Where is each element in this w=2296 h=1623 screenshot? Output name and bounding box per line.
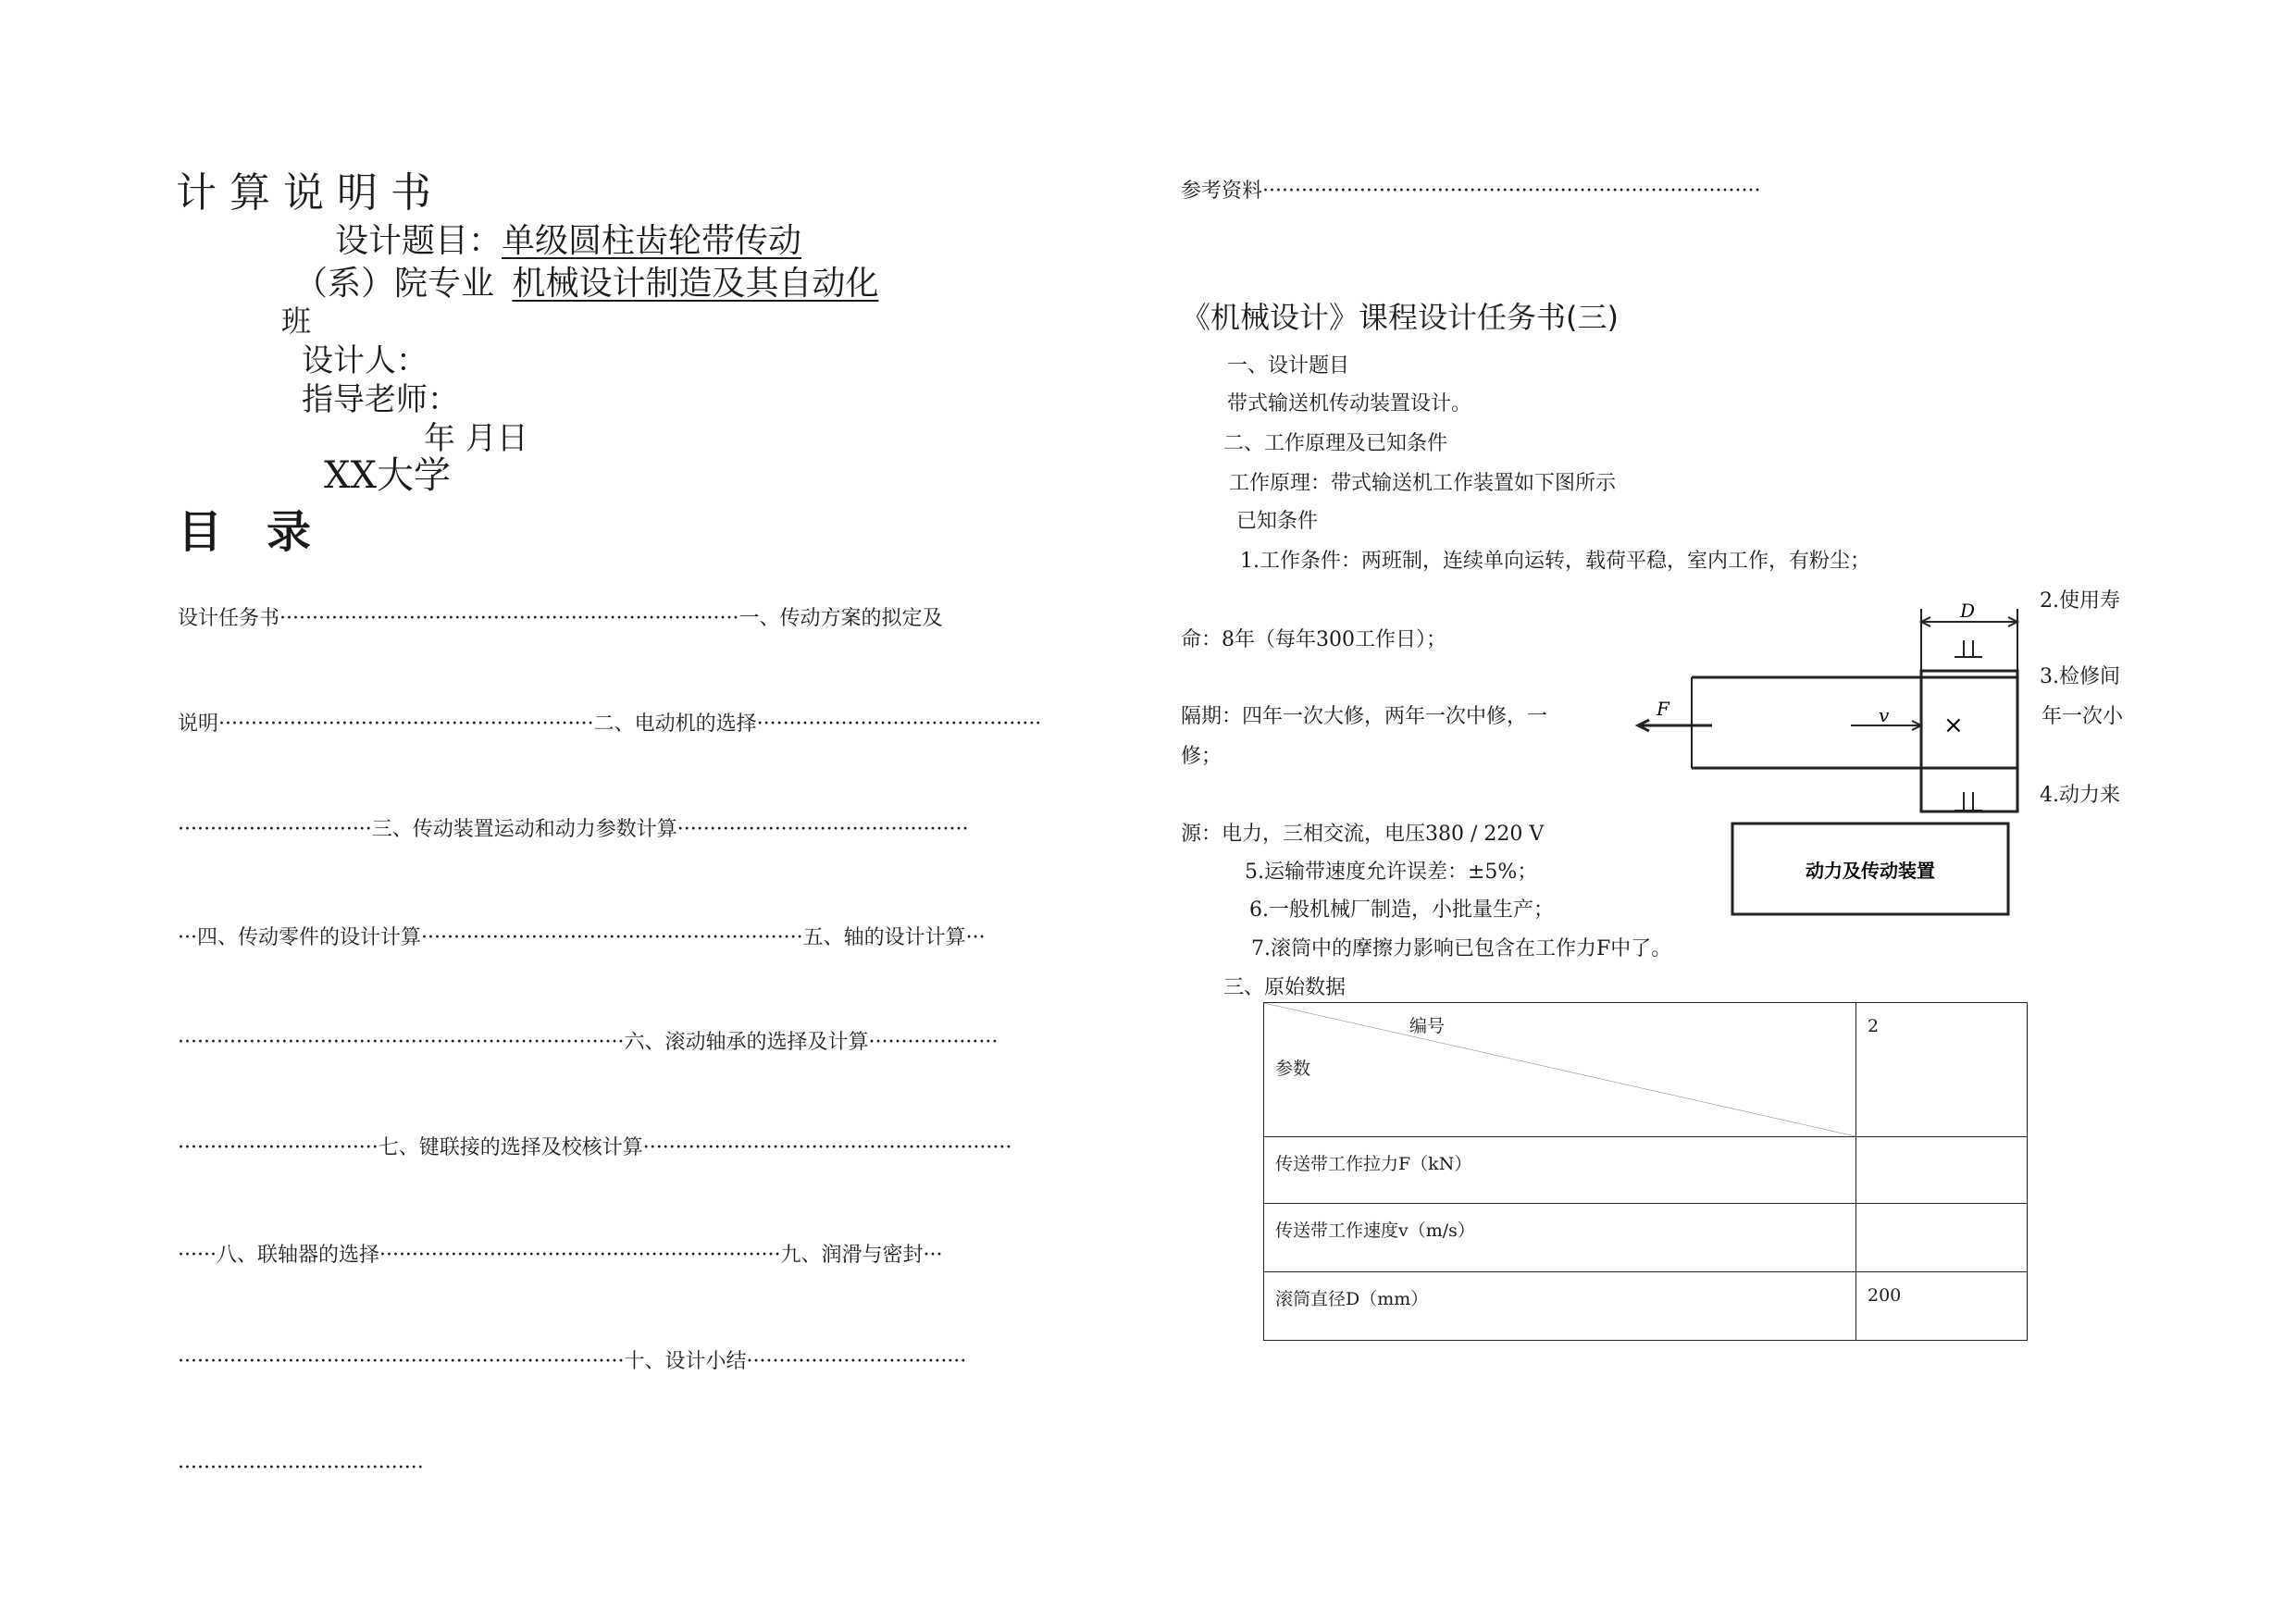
principle-text: 工作原理：带式输送机工作装置如下图所示	[1229, 472, 1617, 495]
dept-label: （系）院专业	[294, 265, 495, 303]
power-box-label: 动力及传动装置	[1806, 860, 1935, 882]
diagonal-line	[1264, 1003, 1855, 1136]
designer-label: 设计人：	[302, 342, 428, 379]
toc-line-2: 说明··························································二、电动机的选择············································	[178, 712, 1042, 736]
row-label: 滚筒直径D（mm）	[1264, 1272, 1856, 1341]
table-row	[1264, 1204, 2028, 1272]
toc-line-8: ·····································································十、设计小结··································	[178, 1350, 967, 1373]
header-param-label: 参数	[1275, 1059, 1311, 1079]
drum	[1921, 671, 2017, 812]
toc-line-7: ······八、联轴器的选择······························································九、润滑与密封···	[178, 1244, 943, 1267]
label-F: F	[1657, 698, 1669, 720]
condition-6: 6.一般机械厂制造，小批量生产；	[1249, 898, 1554, 922]
university-name: XX大学	[324, 454, 451, 497]
condition-3d: 修；	[1181, 745, 1222, 768]
toc-line-9: ······································	[178, 1456, 424, 1480]
label-v: v	[1879, 704, 1890, 726]
condition-4b: 源：电力，三相交流，电压380 / 220 V	[1181, 823, 1545, 846]
condition-1: 1.工作条件：两班制，连续单向运转，载荷平稳，室内工作，有粉尘；	[1240, 550, 1870, 573]
row-value	[1856, 1204, 2028, 1272]
condition-5: 5.运输带速度允许误差：±5%；	[1245, 861, 1538, 884]
table-header-diagonal-cell	[1264, 1003, 1856, 1137]
toc-line-1: 设计任务书·······································································一、传动方案的拟定及	[178, 607, 943, 630]
original-data-table	[1263, 1002, 2028, 1341]
condition-4a: 4.动力来	[2040, 784, 2120, 807]
toc-line-3: ······························三、传动装置运动和动力参数计算·············································	[178, 818, 969, 841]
table-row	[1264, 1137, 2028, 1204]
condition-7: 7.滚筒中的摩擦力影响已包含在工作力F中了。	[1251, 937, 1672, 960]
known-conditions-label: 已知条件	[1236, 510, 1319, 533]
row-value: 200	[1856, 1272, 2028, 1341]
topic-value: 单级圆柱齿轮带传动	[502, 222, 802, 260]
condition-3c: 隔期：四年一次大修，两年一次中修，一	[1181, 705, 1548, 728]
condition-3b: 年一次小	[2042, 705, 2124, 728]
section2-heading: 二、工作原理及已知条件	[1223, 432, 1448, 455]
toc-line-4: ···四、传动零件的设计计算···························································五、轴的设计计算···	[178, 926, 986, 949]
condition-2a: 2.使用寿	[2040, 589, 2120, 613]
header-value-cell: 2	[1856, 1003, 2028, 1137]
cover-title: 计 算 说 明 书	[176, 169, 431, 217]
date-label: 年 月日	[424, 420, 528, 457]
toc-heading: 目 录	[178, 506, 312, 558]
label-x: ×	[1943, 712, 1964, 739]
section1-text: 带式输送机传动装置设计。	[1227, 392, 1472, 415]
row-label: 传送带工作拉力F（kN）	[1264, 1137, 1856, 1204]
header-number-label: 编号	[1409, 1016, 1446, 1036]
row-label: 传送带工作速度v（m/s）	[1264, 1204, 1856, 1272]
conveyor-diagram	[1629, 592, 2036, 925]
condition-3a: 3.检修间	[2040, 665, 2120, 688]
toc-line-5: ·····································································六、滚动轴承的选择及计算····················	[178, 1031, 999, 1054]
class-label: 班	[281, 304, 312, 339]
row-value	[1856, 1137, 2028, 1204]
topic-label: 设计题目：	[335, 222, 503, 260]
task-title: 《机械设计》课程设计任务书(三)	[1181, 300, 1619, 335]
advisor-label: 指导老师：	[302, 381, 459, 418]
section3-heading: 三、原始数据	[1223, 976, 1347, 999]
toc-line-6: ·······························七、键联接的选择及校核计算·························································	[178, 1136, 1012, 1159]
condition-2b: 命：8年（每年300工作日）；	[1181, 628, 1446, 651]
topic-line	[335, 215, 801, 262]
table-row	[1264, 1272, 2028, 1341]
table-header-row	[1264, 1003, 2028, 1137]
section1-heading: 一、设计题目	[1227, 354, 1350, 378]
dept-line	[294, 257, 878, 304]
dept-value: 机械设计制造及其自动化	[512, 265, 879, 303]
references-line: 参考资料·············································································	[1181, 180, 1761, 203]
label-D: D	[1960, 600, 1976, 622]
